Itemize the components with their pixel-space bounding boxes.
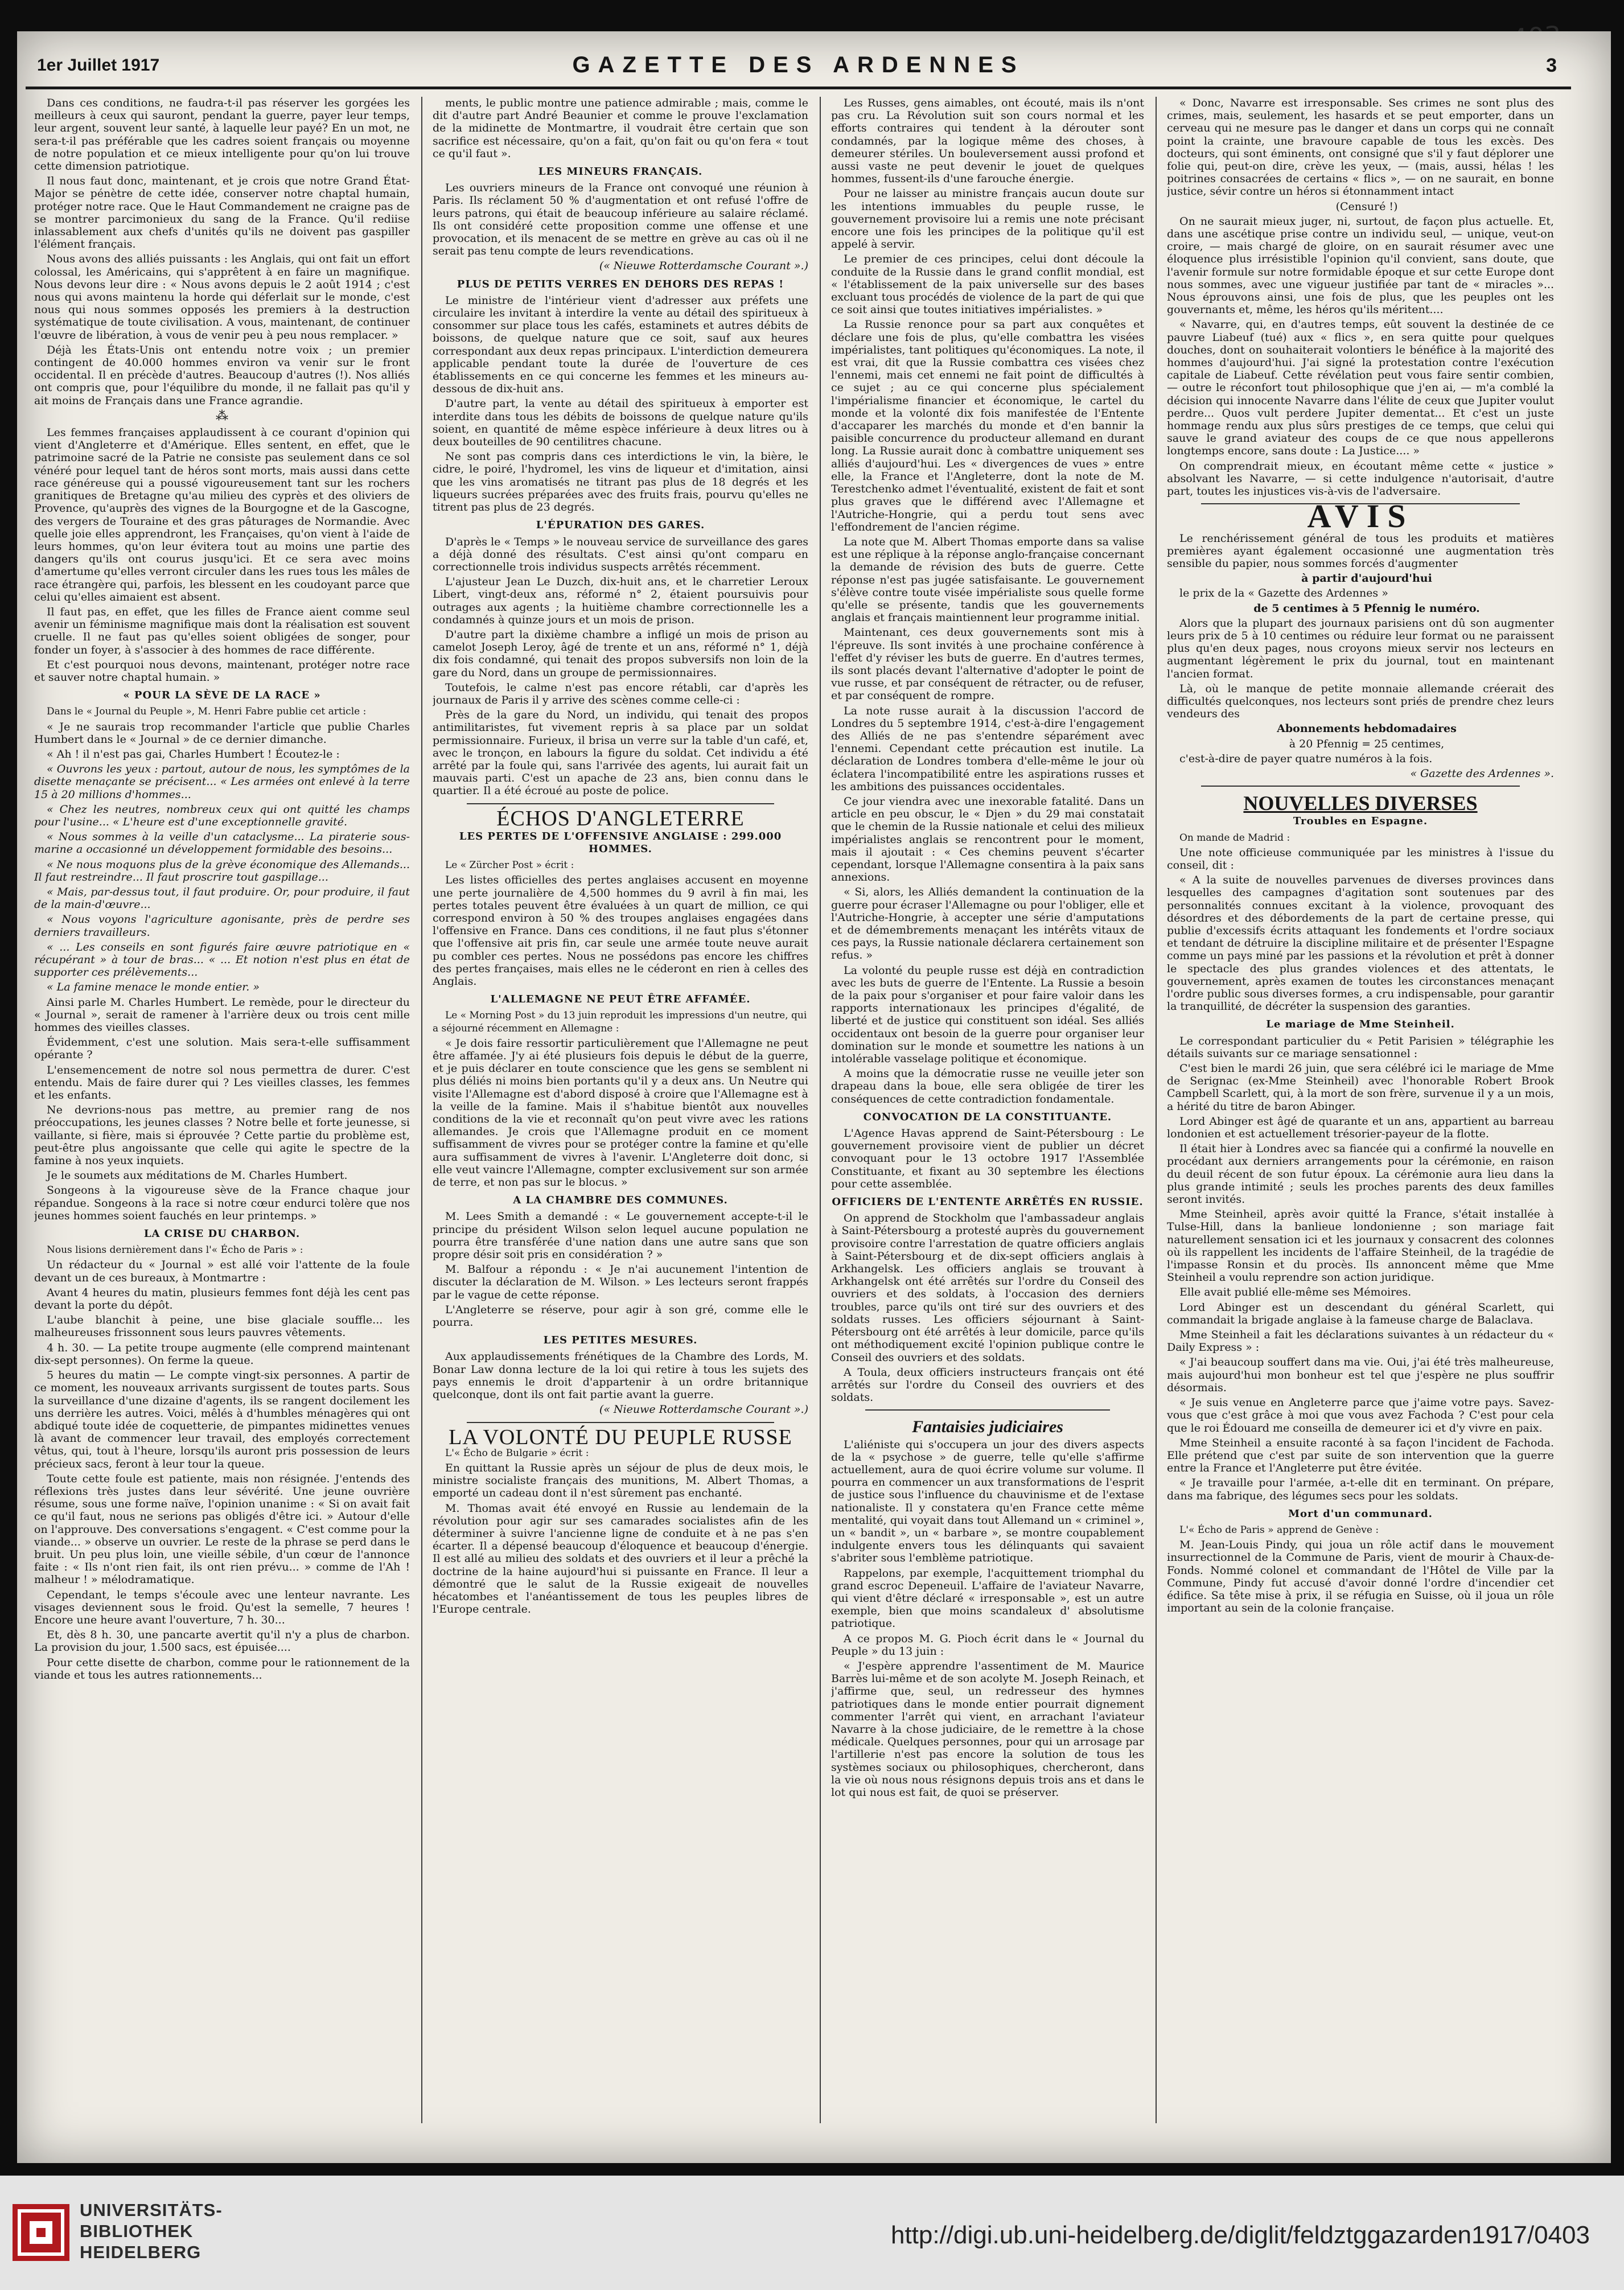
paragraph: Maintenant, ces deux gouvernements sont mis à l'épreuve. Ils sont invités à une prochaine conférence à l'effet d'y réviser les buts de guerre. En d'autres termes, ils sont placés devant l'alternative d'adopter le point de vue russe, et par conséquent de rétracter, ou de refuser, et par conséquent de rompre. <box>831 626 1144 702</box>
source-line: Le « Morning Post » du 13 juin reproduit les impressions d'un neutre, qui a séjourné récemment en Allemagne : <box>433 1010 807 1034</box>
column-3 <box>831 97 1144 2123</box>
paragraph: Mme Steinheil a ensuite raconté à sa façon l'incident de Fachoda. Elle prétend que c'est par suite de son intervention que la guerre entre la France et l'Angleterre put être évitée. <box>1167 1436 1554 1475</box>
paragraph: Mme Steinheil a fait les déclarations suivantes à un rédacteur du « Daily Express » : <box>1167 1329 1554 1354</box>
notice-signature: « Gazette des Ardennes ». <box>1410 767 1554 780</box>
section-heading: CONVOCATION DE LA CONSTITUANTE. <box>863 1111 1112 1123</box>
ornament-icon: ⁂ <box>216 409 228 424</box>
source-line: On mande de Madrid : <box>1179 832 1290 844</box>
library-footer <box>0 2176 1624 2290</box>
paragraph: le prix de la « Gazette des Ardennes » <box>1179 587 1388 600</box>
notice-subscription-price: à 20 Pfennig = 25 centimes, <box>1289 737 1445 750</box>
section-heading: LA CRISE DU CHARBON. <box>143 1228 301 1240</box>
paragraph: Les listes officielles des pertes anglaises accusent en moyenne une perte journalière de 4,500 hommes du 9 avril à fin mai, les pertes totales peuvent être évaluées à un quart de million, ce qui correspond environ à 50 % des troupes anglaises engagées dans l'offensive en France. Dans ces conditions, il ne faut plus s'étonner que l'offensive ait pris fin, car seule une armée toute neuve aurait pu combler ces pertes. Nous ne possédons pas encore les chiffres des pertes françaises, mais elles ne le céderont en rien à celles des Anglais. <box>433 874 808 988</box>
section-heading: OFFICIERS DE L'ENTENTE ARRÊTÉS EN RUSSIE. <box>832 1196 1144 1208</box>
paragraph: Ne devrions-nous pas mettre, au premier rang de nos préoccupations, les jeunes classes ? Notre belle et forte jeunesse, si vaillante, si fière, mais si éprouvée ? Cette partie du problème est, peut-être plus angoissante que celle qui agite le spectre de la famine à nos yeux inquiets. <box>34 1104 410 1167</box>
paragraph: On ne saurait mieux juger, ni, surtout, de façon plus actuelle. Et, dans une ascétique prise contre un individu seul, — unique, veut-on croire, — mais chargé de gloire, on en saurait résumer avec une éloquence plus irrésistible l'opinion qu'il convient, sans doute, que l'avenir formule sur notre formidable époque et sur cette Europe dont nous sommes, avec une vigueur justifiée par tant de « miracles »... Nous éprouvons ainsi, une fois de plus, que les peuples ont les gouvernants et, même, les héros qu'ils méritent.... <box>1167 215 1554 316</box>
paragraph: A ce propos M. G. Pioch écrit dans le « Journal du Peuple » du 13 juin : <box>831 1632 1144 1658</box>
quote: « Chez les neutres, nombreux ceux qui ont quitté les champs pour l'usine... « L'heure est d'une exceptionnelle gravité. <box>34 803 410 828</box>
quote: « Ne nous moquons plus de la grève économique des Allemands... Il faut restreindre... Il faut proscrire tout gaspillage... <box>34 858 410 883</box>
university-library-logo-icon <box>13 2204 69 2261</box>
section-heading: Mort d'un communard. <box>1288 1507 1433 1520</box>
paragraph: Il nous faut donc, maintenant, et je crois que notre Grand État-Major se pénètre de cette idée, conserver notre chaptal humain, protéger notre race. Que le Haut Commandement ne craigne pas de se montrer parcimonieux du sang de la France. Qu'il rediise inlassablement aux chefs d'unités qu'ils ne doivent pas gaspiller l'élément français. <box>34 175 410 251</box>
paragraph: La Russie renonce pour sa part aux conquêtes et déclare une fois de plus, qu'elle combattra les visées impérialistes, tant politiques qu'économiques. La note, il est vrai, dit que la Russie combattra ces visées chez l'ennemi, mais cet ennemi ne fait point de difficultés à ce sujet ; au ce qui concerne plus spécialement l'impérialisme financier et économique, le cartel du monde et la volonté dix fois manifestée de l'Entente d'accaparer les marchés du monde et d'en bannir la paisible concurrence du producteur allemand en durant long. La Russie aurait donc à combattre uniquement ses alliés d'aujourd'hui. Les « divergences de vues » entre elle, la France et l'Angleterre, dont la note de M. Terestchenko admet l'éventualité, existent de fait et sont plus graves que le différend avec l'Allemagne et l'Autriche-Hongrie, qui a perdu tout sens avec l'effondrement de l'ancien régime. <box>831 318 1144 533</box>
paragraph: Dans ces conditions, ne faudra-t-il pas réserver les gorgées les meilleurs à ceux qui sauront, pendant la guerre, payer leur temps, leur argent, souvent leur santé, à laquelle leur payé? En un mot, ne sera-t-il pas préférable que les cadres soient français ou moyenne de notre population et ce mieux intelligente pour qu'on lui trouve cette dimension patriotique. <box>34 97 410 173</box>
paragraph: L'ensemencement de notre sol nous permettra de durer. C'est entendu. Mais de faire durer qui ? Les vieilles classes, les femmes et les enfants. <box>34 1063 410 1102</box>
paragraph: « Je suis venue en Angleterre parce que j'aime votre pays. Savez-vous que c'est grâce à moi que vous avez Fachoda ? C'est pour cela que le roi Édouard me conseilla de demeurer ici et d'y vivre en paix. <box>1167 1396 1554 1434</box>
section-heading: LES PETITES MESURES. <box>543 1334 698 1347</box>
paragraph: Et, dès 8 h. 30, une pancarte avertit qu'il n'y a plus de charbon. La provision du jour, 1.500 sacs, est épuisée.... <box>34 1629 410 1654</box>
paragraph: Cependant, le temps s'écoule avec une lenteur navrante. Les visages deviennent sous le froid. Qu'est la semelle, 7 heures ! Encore une heure avant l'ouverture, 7 h. 30... <box>34 1588 410 1626</box>
paragraph: Ainsi parle M. Charles Humbert. Le remède, pour le directeur du « Journal », serait de ramener à l'arrière deux ou trois cent mille hommes des vieilles classes. <box>34 996 410 1034</box>
paragraph: La note que M. Albert Thomas emporte dans sa valise est une réplique à la réponse anglo-française concernant la demande de révision des buts de guerre. Cette réponse n'est pas jugée satisfaisante. Le gouvernement s'élève contre toute visée impérialiste sous quelle forme qu'elle se présente, tandis que les gouvernements anglais et français maintiennent leur programme initial. <box>831 535 1144 624</box>
paragraph: L'aliéniste qui s'occupera un jour des divers aspects de la « psychose » de guerre, telle qu'elle s'affirme actuellement, aura de quoi écrire volume sur volume. Il pourra en commencer un aux transformations de l'esprit de justice sous l'influence du chauvinisme et de l'extase nationaliste. Il y constatera qu'en France cette même mentalité, qui voyait dans tout Allemand un « criminel », un « bandit », un « barbare », se montre coupablement indulgente envers tous les délinquants qui savaient s'abriter sous l'emblème patriotique. <box>831 1438 1144 1565</box>
quote: « Nous voyons l'agriculture agonisante, près de perdre ses derniers travailleurs. <box>34 913 410 939</box>
library-name-line: BIBLIOTHEK <box>80 2221 194 2241</box>
paragraph: A moins que la démocratie russe ne veuille jeter son drapeau dans la boue, elle sera obligée de tirer les conséquences de cette contradiction fondamentale. <box>831 1067 1144 1105</box>
paragraph: Déjà les États-Unis ont entendu notre voix ; un premier contingent de 40.000 hommes environ va venir sur le front occidental. Il en précède d'autres. Beaucoup d'autres (!). Nos alliés ont compris que, pour l'équilibre du monde, il ne fallait pas qu'il y ait moins de Français dans une France agrandie. <box>34 343 410 407</box>
paragraph: Avant 4 heures du matin, plusieurs femmes font déjà les cent pas devant la porte du dépôt. <box>34 1286 410 1312</box>
divider <box>865 1409 1110 1411</box>
paragraph: 4 h. 30. — La petite troupe augmente (elle comprend maintenant dix-sept personnes). On ferme la queue. <box>34 1341 410 1367</box>
paragraph: Songeons à la vigoureuse sève de la France chaque jour répandue. Songeons à la race si notre cœur endurci tolère que nos jeunes hommes soient fauchés en leur printemps. » <box>34 1184 410 1222</box>
source-line: L'« Écho de Bulgarie » écrit : <box>445 1447 589 1459</box>
paragraph: Lord Abinger est âgé de quarante et un ans, appartient au barreau londonien et est actuellement trésorier-payeur de la flotte. <box>1167 1115 1554 1141</box>
section-heading: Le mariage de Mme Steinheil. <box>1266 1018 1455 1031</box>
paragraph: Le renchérissement général de tous les produits et matières premières ayant également occasionné une augmentation très sensible du papier, nous sommes forcés d'augmenter <box>1167 532 1554 570</box>
section-heading: L'ÉPURATION DES GARES. <box>536 519 705 532</box>
section-heading: « POUR LA SÈVE DE LA RACE » <box>123 689 321 702</box>
paragraph: Ne sont pas compris dans ces interdictions le vin, la bière, le cidre, le poiré, l'hydromel, les vins de liqueur et d'imitation, ainsi que les vins aromatisés ne titrant pas plus de 18 degrés et les liqueurs sucrées préparées avec des fruits frais, pourvu qu'elles ne titrent pas plus de 23 degrés. <box>433 450 808 514</box>
source-line: (« Nieuwe Rotterdamsche Courant ».) <box>599 260 808 273</box>
divider <box>1201 786 1520 787</box>
paragraph: Pour ne laisser au ministre français aucun doute sur les intentions immuables du peuple russe, le gouvernement provisoire lui a remis une note précisant encore une fois les principes de la politique qu'il est appelé à servir. <box>831 187 1144 251</box>
paragraph: Le correspondant particulier du « Petit Parisien » télégraphie les détails suivants sur ce mariage sensationnel : <box>1167 1034 1554 1060</box>
paragraph: Ce jour viendra avec une inexorable fatalité. Dans un article en peu obscur, le « Djen » du 29 mai constatait que le chemin de la Russie nationale et celui des milieux impérialistes anglais se rencontrent pour le moment, mais il ajoutait : « Ces chemins peuvent s'écarter cependant, lorsque l'Allemagne consentira à la paix sans annexions. <box>831 795 1144 884</box>
quote: « La famine menace le monde entier. » <box>47 981 260 994</box>
section-heading: LES PERTES DE L'OFFENSIVE ANGLAISE : 299.000 HOMMES. <box>459 830 782 855</box>
column-rule <box>421 97 422 2123</box>
divider <box>467 803 774 804</box>
column-1 <box>34 97 410 2123</box>
paragraph: Je le soumets aux méditations de M. Charles Humbert. <box>47 1169 348 1182</box>
paragraph: Le premier de ces principes, celui dont découle la conduite de la Russie dans le grand conflit mondial, est « l'établissement de la paix universelle sur des bases excluant tous procédés de violence de la part de qui que ce soit ainsi que toutes initiatives impérialistes. » <box>831 253 1144 316</box>
paragraph: Elle avait publié elle-même ses Mémoires. <box>1179 1286 1412 1299</box>
library-name-line: HEIDELBERG <box>80 2242 202 2262</box>
library-name[interactable] <box>80 2199 223 2263</box>
paragraph: Évidemment, c'est une solution. Mais sera-t-elle suffisamment opérante ? <box>34 1036 410 1062</box>
paragraph: En quittant la Russie après un séjour de plus de deux mois, le ministre socialiste français des munitions, M. Albert Thomas, a emporté un cadeau dont il n'est sûrement pas enchanté. <box>433 1461 808 1500</box>
paragraph: La volonté du peuple russe est déjà en contradiction avec les buts de guerre de l'Entente. La Russie a besoin de la paix pour s'organiser et pour faire valoir dans les rapports internationaux les principes d'égalité, de liberté et de justice qui constituent son idéal. Ses alliés occidentaux ont besoin de la guerre pour organiser leur domination sur le monde et soumettre les nations à un intolérable vasselage politique et économique. <box>831 964 1144 1066</box>
paragraph: M. Thomas avait été envoyé en Russie au lendemain de la révolution pour agir sur ses camarades socialistes afin de les déterminer à suivre l'ancienne ligne de conduite et à ne pas s'en écarter. Il a dépensé beaucoup d'éloquence et beaucoup d'énergie. Il est allé au milieu des soldats et des ouvriers et il leur a prêché la doctrine de la haine aujourd'hui si puissante en France. Il leur a démontré que le salut de la Russie exigeait de nouvelles hécatombes et l'anéantissement de tous les peuples libres de l'Europe centrale. <box>433 1502 808 1616</box>
paragraph: L'aube blanchit à peine, une bise glaciale souffle... les malheureuses frissonnent sous leurs pauvres vêtements. <box>34 1314 410 1339</box>
paragraph: « Si, alors, les Alliés demandent la continuation de la guerre pour écraser l'Allemagne ou pour l'obliger, elle et l'Autriche-Hongrie, à accepter une série d'amputations et de démembrements menaçant les intérêts vitaux de ces pays, la Russie nationale déclarera certainement son refus. » <box>831 886 1144 962</box>
paragraph: « A la suite de nouvelles parvenues de diverses provinces dans lesquelles des campagnes d'agitation sont soutenues par des personnalités connues excitant à la violence, provoquant des désordres et des débordements de la part de certaine presse, qui publie d'excessifs écrits attaquant les fondements et l'ordre sociaux et tendant de détruire la discipline militaire et de présenter l'Espagne comme un pays miné par les passions et la révolution et prêt à donner le spectacle des plus grandes violences et des attentats, le gouvernement, après examen de toutes les circonstances menaçant l'ordre public sous diverses formes, a cru indispensable, pour garantir la tranquillité, de décréter la suspension des garanties. <box>1167 874 1554 1013</box>
quote: « Ouvrons les yeux : partout, autour de nous, les symptômes de la disette menaçante se précisent... « Les armées ont enlevé à la terre 15 à 20 millions d'hommes... <box>34 763 410 801</box>
column-4 <box>1167 97 1554 2123</box>
paragraph: « Navarre, qui, en d'autres temps, eût souvent la destinée de ce pauvre Liabeuf (tué) aux « flics », en sera quitte pour quelques douches, dont on souhaiterait volontiers le bénéfice à la majorité des hommes d'aujourd'hui. J'ai signé la protestation contre l'exécution capitale de Liabeuf. Cette révélation peut vous faire sentir combien, — outre le réconfort tout philosophique que j'en ai, — m'a comblé la décision qui innocente Navarre dans l'élite de ceux que Jupiter voulut perdre... Quos vult perdere Jupiter dementat... Et c'est un juste hommage rendu aux plus sûrs prestiges de ce temps, que celui qui sauve le grand aviateur des coups de ce que nous appellerons longtemps encore, sans doute : La Justice.... » <box>1167 318 1554 458</box>
paragraph: Mme Steinheil, après avoir quitté la France, s'était installée à Tulse-Hill, dans la banlieue londonienne ; son mariage fait naturellement sensation ici et les journaux y consacrent des colonnes où ils rappellent les incidents de l'affaire Steinheil, de la tragédie de l'impasse Ronsin et du procès. Ils annoncent même que Mme Steinheil a voulu reprendre son action juridique. <box>1167 1208 1554 1284</box>
quote: « ... Les conseils en sont figurés faire œuvre patriotique en « récupérant » à tour de bras... « ... Et notion n'est plus en état de supporter ces prélèvements... <box>34 940 410 979</box>
newspaper-title: GAZETTE DES ARDENNES <box>572 52 1025 77</box>
notice-title: AVIS <box>1307 498 1414 535</box>
section-title: LA VOLONTÉ DU PEUPLE RUSSE <box>449 1425 792 1449</box>
paragraph: A Toula, deux officiers instructeurs français ont été arrêtés sur l'ordre du Conseil des ouvriers et des soldats. <box>831 1366 1144 1404</box>
divider <box>467 1422 774 1423</box>
paragraph: M. Jean-Louis Pindy, qui joua un rôle actif dans le mouvement insurrectionnel de la Commune de Paris, vient de mourir à Chaux-de-Fonds. Nommé colonel et commandant de l'Hôtel de Ville par la Commune, Pindy fut accusé d'avoir donné l'ordre d'incendier cet édifice. Sa tête mise à prix, il se réfugia en Suisse, où il joua un rôle important au sein de la colonie française. <box>1167 1539 1554 1615</box>
paragraph: D'après le « Temps » le nouveau service de surveillance des gares a déjà donné des résultats. C'est ainsi qu'ont comparu en correctionnelle trois individus suspects arrêtés récemment. <box>433 535 808 573</box>
paragraph: « Je travaille pour l'armée, a-t-elle dit en terminant. On prépare, dans ma fabrique, des légumes secs pour les soldats. <box>1167 1477 1554 1502</box>
source-line: L'« Écho de Paris » apprend de Genève : <box>1179 1524 1379 1536</box>
paragraph: Et c'est pourquoi nous devons, maintenant, protéger notre race et sauver notre chaptal humain. » <box>34 658 410 684</box>
paragraph: Toute cette foule est patiente, mais non résignée. J'entends des réflexions très justes dans leur sévérité. Une jeune ouvrière résume, sous une forme naïve, l'opinion unanime : « Si on avait fait ce qu'il faut, nous ne serions pas obligés d'être ici. » Autour d'elle on l'approuve. Des conversations s'engagent. « C'est comme pour la viande... » observe un ouvrier. Le reste de la phrase se perd dans le bruit. Un peu plus loin, une vieille sébile, d'un cœur de l'annonce faite : « Ils n'ont rien fait, ils ont rien prévu... » comme de l'Ah ! malheur ! » mélodramatique. <box>34 1472 410 1586</box>
library-name-line: UNIVERSITÄTS- <box>80 2200 223 2220</box>
paragraph: M. Balfour a répondu : « Je n'ai aucunement l'intention de discuter la déclaration de M. Wilson. » Les lecteurs seront frappés par le vague de cette réponse. <box>433 1263 808 1301</box>
notice-date: à partir d'aujourd'hui <box>1301 572 1432 585</box>
permalink-url[interactable]: http://digi.ub.uni-heidelberg.de/diglit/feldztggazarden1917/0403 <box>890 2221 1590 2249</box>
quote: « Mais, par-dessus tout, il faut produire. Or, pour produire, il faut de la main-d'œuvre... <box>34 885 410 911</box>
paragraph: Pour cette disette de charbon, comme pour le rationnement de la viande et tous les autres rationnements... <box>34 1656 410 1681</box>
paragraph: L'Angleterre se réserve, pour agir à son gré, comme elle le pourra. <box>433 1303 808 1329</box>
paragraph: Le ministre de l'intérieur vient d'adresser aux préfets une circulaire les invitant à interdire la vente au détail des spiritueux à consommer sur place tous les cafés, estaminets et autres débits de boissons, de quelque nature que ce soit, sauf aux heures correspondant aux deux repas principaux. L'interdiction demeurera applicable pendant toute la durée de l'ouverture de ces établissements en ce qui concerne les femmes et les mineurs au-dessous de dix-huit ans. <box>433 294 808 396</box>
quote: « Nous sommes à la veille d'un cataclysme... La piraterie sous-marine a occasionné un développement formidable des besoins... <box>34 831 410 856</box>
column-rule <box>820 97 821 2123</box>
paragraph: « Je ne saurais trop recommander l'article que publie Charles Humbert dans le « Journal » de ce dernier dimanche. <box>34 720 410 746</box>
paragraph: Toutefois, le calme n'est pas encore rétabli, car d'après les journaux de Paris il y arrive des scènes comme celle-ci : <box>433 681 808 706</box>
paragraph: L'ajusteur Jean Le Duzch, dix-huit ans, et le charretier Leroux Libert, vingt-deux ans, réformé n° 2, étaient poursuivis pour outrages aux agents ; la huitième chambre correctionnelle les a condamnés à quinze jours et un mois de prison. <box>433 575 808 626</box>
section-title: NOUVELLES DIVERSES <box>1243 792 1478 815</box>
paragraph: L'Agence Havas apprend de Saint-Pétersbourg : Le gouvernement provisoire vient de publier un décret convoquant pour le 13 octobre 1917 l'Assemblée Constituante, et fixant au 30 septembre les élections pour cette assemblée. <box>831 1127 1144 1190</box>
paragraph: Rappelons, par exemple, l'acquittement triomphal du grand escroc Depeneuil. L'affaire de l'aviateur Navarre, qui vient d'être déclaré « irresponsable », est un autre exemple, bien que moins scandaleux d' absolutisme patriotique. <box>831 1567 1144 1630</box>
paragraph: D'autre part, la vente au détail des spiritueux à emporter est interdite dans tous les débits de boissons de quelque nature qu'ils soient, en quantité de même espèce inférieure à deux litres ou à deux bouteilles de 90 centilitres chacune. <box>433 397 808 449</box>
source-line: Dans le « Journal du Peuple », M. Henri Fabre publie cet article : <box>47 706 367 718</box>
section-heading: A LA CHAMBRE DES COMMUNES. <box>513 1194 728 1207</box>
paragraph: Une note officieuse communiquée par les ministres à l'issue du conseil, dit : <box>1167 846 1554 871</box>
paragraph: Les femmes françaises applaudissent à ce courant d'opinion qui vient d'Angleterre et d'Amérique. Elles sentent, en effet, que le patrimoine sacré de la Patrie ne consiste pas seulement dans ce sol vénéré pour lequel tant de héros sont morts, mais aussi dans cette race généreuse qui a poussé vigoureusement tant sur les rochers granitiques de Bretagne qu'au milieu des cyprès et des oliviers de Provence, qu'auprès des vignes de la Bourgogne et de la Gascogne, des vergers de Touraine et des gras pâturages de Normandie. Avec quelle joie elles apprendront, les Françaises, qu'on vient à l'aide de leurs hommes, qu'on leur évitera tout au moins une partie des dangers qu'ils ont courus jusqu'ici. Et ce sera avec moins d'amertume qu'elles verront circuler dans les rues tous les mâles de race étrangère qui, parfois, les blessent en les coudoyant parce que celui qu'elles aimaient est absent. <box>34 426 410 603</box>
column-rule <box>1156 97 1157 2123</box>
paragraph: On comprendrait mieux, en écoutant même cette « justice » absolvant les Navarre, — si cette indulgence n'autorisait, d'autre part, toutes les injustices vis-à-vis de l'adversaire. <box>1167 459 1554 498</box>
paragraph: Il faut pas, en effet, que les filles de France aient comme seul avenir un féminisme magnifique mais dont la réalisation est souvent cruelle. Il ne faut pas qu'elles soient obligées de songer, pour fonder un foyer, à s'associer à des hommes de race différente. <box>34 605 410 656</box>
section-heading: L'ALLEMAGNE NE PEUT ÊTRE AFFAMÉE. <box>490 993 751 1006</box>
source-line: Le « Zürcher Post » écrit : <box>445 860 574 871</box>
paragraph: La note russe aurait à la discussion l'accord de Londres du 5 septembre 1914, c'est-à-dire l'engagement des Alliés de ne pas s'entendre séparément avec l'ennemi. Cependant cette précaution est inutile. La déclaration de Londres tombera d'elle-même le jour où éclatera l'incompatibilité entre les aspirations russes et les ambitions des puissances occidentales. <box>831 704 1144 793</box>
source-line: Nous lisions dernièrement dans l'« Écho de Paris » : <box>47 1244 303 1256</box>
paragraph: ments, le public montre une patience admirable ; mais, comme le dit d'autre part André Beaunier et comme le prouve l'exclamation de la midinette de Montmartre, il voudrait être certain que son sacrifice est nécessaire, qu'on a fait, qu'on fait ou qu'on fera « tout ce qu'il faut ». <box>433 97 808 160</box>
paragraph: « J'espère apprendre l'assentiment de M. Maurice Barrès lui-même et de son acolyte M. Joseph Reinach, et j'affirme que, seul, un redresseur des hymnes patriotiques dans le monde entier pourrait dignement commenter l'arrêt qui vient, en arrachant l'aviateur Navarre à la chose judiciaire, de le remettre à la chose médicale. Quelques personnes, pour qui un arrosage par l'artillerie n'est pas encore la solution de tous les systèmes sociaux ou philosophiques, chercheront, dans la vie où nous nous résignons depuis trois ans et dans le lot qui nous est fait, de quoi se préserver. <box>831 1659 1144 1799</box>
paragraph: « Ah ! il n'est pas gai, Charles Humbert ! Écoutez-le : <box>47 747 340 760</box>
paragraph: Les ouvriers mineurs de la France ont convoqué une réunion à Paris. Ils réclament 50 % d'augmentation et ont refusé l'offre de leurs patrons, qui était de beaucoup inférieure au salaire réclamé. Ils ont considéré cette proposition comme une offense et une provocation, et ils menacent de se mettre en grève au cas où il ne serait pas tenu compte de leurs revendications. <box>433 182 808 258</box>
paragraph: Alors que la plupart des journaux parisiens ont dû son augmenter leurs prix de 5 à 10 centimes ou réduire leur format ou ne paraissent plus qu'en deux pages, nous croyons mieux servir nos lecteurs en augmentant légèrement le prix du journal, tout en maintenant l'ancien format. <box>1167 616 1554 680</box>
paragraph: C'est bien le mardi 26 juin, que sera célébré ici le mariage de Mme de Serignac (ex-Mme Steinheil) avec l'honorable Robert Brook Campbell Scarlett, qui, à la mort de son frère, survenue il y a un mois, a hérité du titre de baron Abinger. <box>1167 1062 1554 1113</box>
section-heading: LES MINEURS FRANÇAIS. <box>538 166 703 178</box>
paragraph: Nous avons des alliés puissants : les Anglais, qui ont fait un effort colossal, les Américains, qui s'apprêtent à en faire un magnifique. Nous devons leur dire : « Nous avons depuis le 2 août 1914 ; c'est nous qui avons maintenu la horde qui déferlait sur le monde, c'est nous qui nous sommes opposés les premiers à la destruction systématique de toute civilisation. A vous, maintenant, de continuer l'œuvre de libération, à vous de venir peu à peu nous remplacer. » <box>34 253 410 342</box>
paragraph: Aux applaudissements frénétiques de la Chambre des Lords, M. Bonar Law donna lecture de la loi qui retire à tous les sujets des pays ennemis le droit d'appartenir à un ordre britannique quelconque, dont ils ont fait partie avant la guerre. <box>433 1350 808 1401</box>
paragraph: 5 heures du matin — Le compte vingt-six personnes. A partir de ce moment, les nouveaux arrivants surgissent de toutes parts. Sous la surveillance d'une dizaine d'agents, ils se rangent docilement les uns derrière les autres. Voici, mêlés à d'humbles ménagères qui ont abdiqué toute idée de coquetterie, de pimpantes midinettes venues là avant de commencer leur travail, des employés correctement vêtus, qui, tout à l'heure, lorsqu'ils auront pris possession de leurs précieux sacs, feront à leur tour la queue. <box>34 1369 410 1470</box>
notice-subscription: Abonnements hebdomadaires <box>1277 722 1457 735</box>
notice-price: de 5 centimes à 5 Pfennig le numéro. <box>1253 602 1480 615</box>
section-heading: PLUS DE PETITS VERRES EN DEHORS DES REPAS ! <box>457 278 784 290</box>
page-number: 3 <box>1546 55 1557 76</box>
paragraph: Près de la gare du Nord, un individu, qui tenait des propos antimilitaristes, fut vivement repris à sa place par un soldat permissionnaire. Furieux, il brisa un verre sur la table d'un café, et, avec le tronçon, en labours la figure du soldat. Cet individu a été arrêté par la foule qui, sans l'arrivée des agents, lui aurait fait un mauvais parti. C'est un apache de 23 ans, bien connu dans le quartier. Il a été écroué au poste de police. <box>433 709 808 797</box>
paragraph: Là, où le manque de petite monnaie allemande créerait des difficultés quelconques, nos lecteurs sont priés de prendre chez leurs vendeurs des <box>1167 682 1554 721</box>
issue-date: 1er Juillet 1917 <box>37 56 160 75</box>
source-line: (« Nieuwe Rotterdamsche Courant ».) <box>599 1403 808 1416</box>
paragraph: D'autre part la dixième chambre a infligé un mois de prison au camelot Joseph Leroy, âgé de trente et un ans, réformé n° 1, déjà dix fois condamné, qui tenait des propos subversifs non loin de la gare du Nord, dans un groupe de permissionnaires. <box>433 628 808 679</box>
paragraph: Un rédacteur du « Journal » est allé voir l'attente de la foule devant un de ces bureaux, à Montmartre : <box>34 1259 410 1284</box>
paragraph: Lord Abinger est un descendant du général Scarlett, qui commandait la brigade anglaise à la fameuse charge de Balaclava. <box>1167 1301 1554 1326</box>
paragraph: « Donc, Navarre est irresponsable. Ses crimes ne sont plus des crimes, mais, seulement, les hasards et se peut emporter, dans un cerveau qui ne mesure pas le danger et dans un corps qui ne connaît point la crainte, une bravoure capable de tous les excès. Des docteurs, qui sont éminents, ont consigné que s'il y faut déplorer une folie qui, peut-on dire, crève les yeux, — (mais, aussi, hélas ! les poitrines consacrées de certains « flics », — on ne saurait, en bonne justice, sévir contre un héros si étonnamment intact <box>1167 97 1554 198</box>
paragraph: « J'ai beaucoup souffert dans ma vie. Oui, j'ai été très malheureuse, mais aujourd'hui mon bonheur est tel que j'espère ne plus souffrir désormais. <box>1167 1356 1554 1394</box>
section-title: ÉCHOS D'ANGLETERRE <box>496 806 745 831</box>
masthead <box>26 50 1571 89</box>
paragraph: Il était hier à Londres avec sa fiancée qui a confirmé la nouvelle en procédant aux derniers arrangements pour la cérémonie, en raison du deuil récent de son futur époux. La cérémonie aura lieu dans la plus grande intimité ; seuls les proches parents des deux familles seront invités. <box>1167 1142 1554 1206</box>
paragraph: Les Russes, gens aimables, ont écouté, mais ils n'ont pas cru. La Révolution suit son cours normal et les efforts contraires qui tendent à la dérouter sont condamnés, par la logique même des choses, à demeurer stériles. Un bouleversement aussi profond et aussi vaste ne peut devenir le jouet de quelques hommes, fussent-ils d'une farouche énergie. <box>831 97 1144 186</box>
paragraph: On apprend de Stockholm que l'ambassadeur anglais à Saint-Pétersbourg a protesté auprès du gouvernement provisoire contre l'arrestation de quatre officiers anglais à Saint-Pétersbourg et de dix-sept officiers anglais à Arkhangelsk. Les officiers anglais se trouvant à Arkhangelsk ont été arrêtés sur l'ordre du Conseil des ouvriers et des soldats, à l'occasion des derniers troubles, parce qu'ils ont tiré sur des ouvriers et des soldats russes. Les officiers séjournant à Saint-Pétersbourg ont été arrêtés à leur domicile, parce qu'ils ont méthodiquement excité l'opinion publique contre le Conseil des ouvriers et des soldats. <box>831 1212 1144 1364</box>
column-2 <box>433 97 808 2123</box>
section-heading: Troubles en Espagne. <box>1293 815 1428 828</box>
paragraph: « Je dois faire ressortir particulièrement que l'Allemagne ne peut être affamée. J'y ai été plusieurs fois depuis le début de la guerre, et je puis déclarer en toute conscience que les gens se semblent ni plus déliés ni moins bien portants qu'il y a deux ans. Un Neutre qui visite l'Allemagne est d'abord disposé à croire que l'Allemagne est à la veille de la famine. Mais il s'habitue bientôt aux nouvelles conditions de la vie et reconnaît qu'on peut vivre avec les rations allemandes. Je crois que l'Allemagne produit en ce moment suffisamment de vivres pour se protéger contre la famine et qu'elle aura suffisamment de vivres à l'avenir. L'Angleterre doit donc, si elle veut vaincre l'Allemagne, compter exclusivement sur son armée de terre, et non pas sur le blocus. » <box>433 1037 808 1189</box>
paragraph: c'est-à-dire de payer quatre numéros à la fois. <box>1179 752 1433 765</box>
section-title: Fantaisies judiciaires <box>912 1417 1063 1437</box>
censored-note: (Censuré !) <box>1335 200 1398 213</box>
paragraph: M. Lees Smith a demandé : « Le gouvernement accepte-t-il le principe du président Wilson selon lequel aucune population ne pourra être transférée d'une nation dans une autre sans que son propre désir soit pris en considération ? » <box>433 1210 808 1261</box>
